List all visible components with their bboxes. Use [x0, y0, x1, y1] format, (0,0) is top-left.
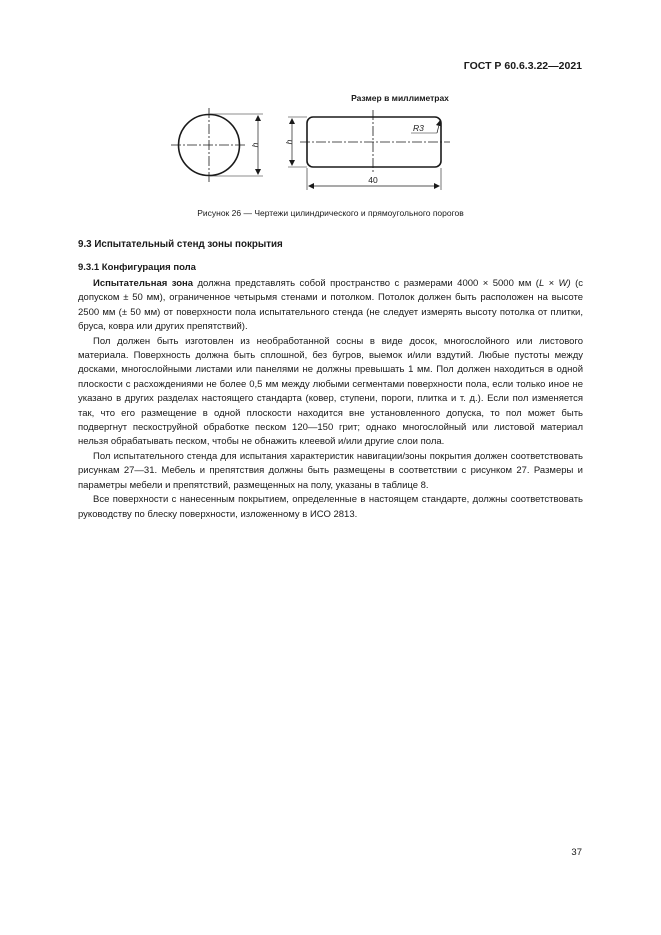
paragraph-4: Все поверхности с нанесенным покрытием, определенные в настоящем стандарте, должны соответствовать руководству по блеску поверхности, изложенному в ИСО 2813.: [78, 494, 583, 520]
paragraph-1: Испытательная зона должна представлять собой пространство с размерами 4000 × 5000 мм (L × W) (с допуском ± 50 мм), ограниченное четырьмя стенами и потолком. Потолок должен быть расположен на высоте 2500 мм (± 50 мм) от поверхности пола испытательного стенда (не следует измерять высоту потолка от плитки, бруса, ковра или других препятствий).: [78, 278, 583, 333]
subsection-heading: 9.3.1 Конфигурация пола: [78, 262, 196, 273]
dimension-h-circle: h: [250, 142, 260, 148]
figure-caption: Рисунок 26 — Чертежи цилиндрического и прямоугольного порогов: [197, 208, 464, 218]
body-text: [78, 277, 583, 522]
section-heading: 9.3 Испытательный стенд зоны покрытия: [78, 239, 283, 250]
page-number: 37: [571, 847, 582, 858]
term-test-zone: Испытательная зона: [93, 278, 194, 289]
cylindrical-threshold-drawing: [171, 108, 263, 182]
rectangular-threshold-drawing: [284, 110, 450, 190]
paragraph-2: Пол должен быть изготовлен из необработанной сосны в виде досок, многослойного или листового материала. Поверхность должна быть сплошной, без бугров, выемок и/или вздутий. Любые пустоты между досками, многослойными листами или панелями не должны превышать 1 мм. Пол должен находиться в одной плоскости с расхождениями не более 0,5 мм между любыми сегментами поверхности пола, если только иное не указано в других разделах настоящего стандарта (ковер, ступени, пороги, плитка и т. д.). Если пол изменяется так, что его размещение в одной плоскости находится вне установленного допуска, то пол может быть подвергнут пескоструйной обработке песком 120—150 грит; однако многослойный или листовой материал нельзя обрабатывать песком, чтобы не обнажить клеевой и/или другие слои пола.: [78, 335, 583, 448]
dimension-variables: L × W): [538, 278, 571, 289]
paragraph-3: Пол испытательного стенда для испытания характеристик навигации/зоны покрытия должен соответствовать рисункам 27—31. Мебель и препятствия должны быть размещены в соответствии с рисунком 27. Размеры и параметры мебели и препятствий, размещенных на полу, указаны в таблице 8.: [78, 450, 583, 491]
dimension-length: 40: [368, 175, 378, 185]
units-note: Размер в миллиметрах: [351, 93, 449, 103]
document-header: ГОСТ Р 60.6.3.22—2021: [463, 60, 582, 72]
dimension-radius: R3: [413, 123, 424, 133]
dimension-h-rect: h: [284, 139, 294, 145]
